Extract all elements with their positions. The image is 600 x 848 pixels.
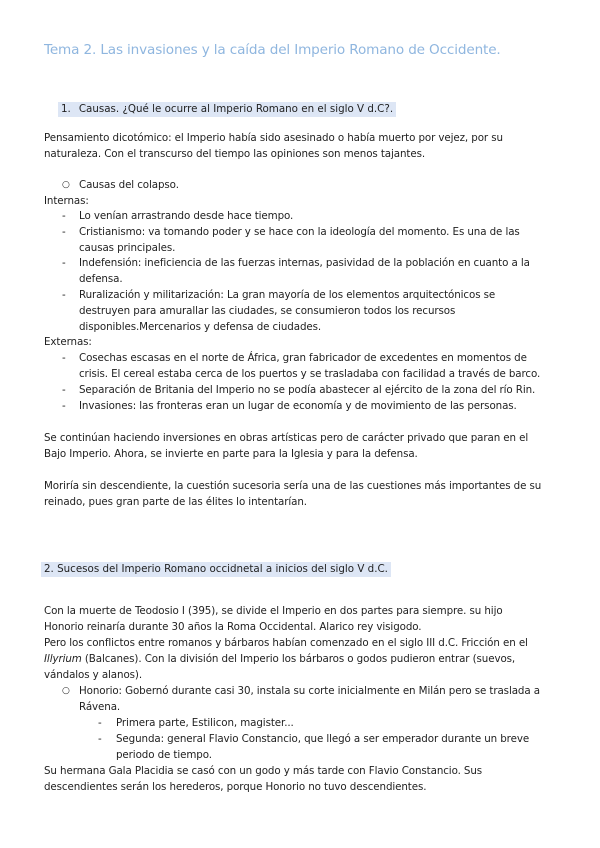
page-title: Tema 2. Las invasiones y la caída del Imperio Romano de Occidente. (44, 42, 501, 58)
paragraph-line: Pero los conflictos entre romanos y bárbaros habían comenzado en el siglo III d.C. Fricción en el (44, 637, 528, 649)
section-1-number: 1. (61, 103, 71, 115)
list-item: Invasiones: las fronteras eran un lugar de economía y de movimiento de las personas. (79, 400, 517, 412)
paragraph-line: Illyrium (Balcanes). Con la división del Imperio los bárbaros o godos pudieron entrar (suevos, (44, 653, 516, 665)
intro-line: Pensamiento dicotómico: el Imperio había sido asesinado o había muerto por vejez, por su (44, 132, 503, 144)
circle-bullet-icon: ○ (62, 180, 70, 190)
list-item-cont: periodo de tiempo. (116, 749, 212, 761)
list-item: Lo venían arrastrando desde hace tiempo. (79, 210, 294, 222)
list-item: Primera parte, Estilicon, magister... (116, 717, 294, 729)
list-item: Separación de Britania del Imperio no se podía abastecer al ejército de la zona del río Rin. (79, 384, 536, 396)
paragraph-line: reinado, pues gran parte de las élites lo intentarían. (44, 496, 307, 508)
list-item: Indefensión: ineficiencia de las fuerzas internas, pasividad de la población en cuanto a la (79, 257, 530, 269)
dash-bullet-icon: - (62, 400, 66, 412)
dash-bullet-icon: - (98, 717, 102, 729)
list-item-cont: crisis. El cereal estaba cerca de los puertos y se trasladaba con facilidad a través de barco. (79, 368, 541, 380)
list-item: Cosechas escasas en el norte de África, gran fabricador de excedentes en momentos de (79, 352, 527, 364)
intro-line: naturaleza. Con el transcurso del tiempo las opiniones son menos tajantes. (44, 148, 426, 160)
list-item-cont: causas principales. (79, 242, 176, 254)
section-1-heading-text: Causas. ¿Qué le ocurre al Imperio Romano en el siglo V d.C?. (78, 103, 394, 115)
section-1-heading (58, 97, 396, 117)
list-item: Segunda: general Flavio Constancio, que llegó a ser emperador durante un breve (116, 733, 530, 745)
section-2-heading: 2. Sucesos del Imperio Romano occidnetal a inicios del siglo V d.C. (41, 557, 391, 577)
circle-bullet-icon: ○ (62, 686, 70, 696)
collapse-label: Causas del colapso. (79, 179, 179, 191)
externas-label: Externas: (44, 336, 92, 348)
paragraph-line: Honorio reinaría durante 30 años la Roma Occidental. Alarico rey visigodo. (44, 621, 422, 633)
dash-bullet-icon: - (62, 210, 66, 222)
paragraph-line: Bajo Imperio. Ahora, se invierte en parte para la Iglesia y para la defensa. (44, 448, 418, 460)
dash-bullet-icon: - (62, 352, 66, 364)
paragraph-line: vándalos y alanos). (44, 669, 143, 681)
list-item: Ruralización y militarización: La gran mayoría de los elementos arquitectónicos se (79, 289, 496, 301)
internas-label: Internas: (44, 195, 89, 207)
dash-bullet-icon: - (62, 384, 66, 396)
list-item-cont: destruyen para amurallar las ciudades, se consumieron todos los recursos (79, 305, 456, 317)
list-item-cont: defensa. (79, 273, 123, 285)
illyrium-italic: Illyrium (44, 653, 82, 665)
dash-bullet-icon: - (62, 226, 66, 238)
paragraph-line: Se continúan haciendo inversiones en obras artísticas pero de carácter privado que paran en el (44, 432, 529, 444)
list-item: Cristianismo: va tomando poder y se hace con la ideología del momento. Es una de las (79, 226, 520, 238)
dash-bullet-icon: - (62, 257, 66, 269)
list-item: Honorio: Gobernó durante casi 30, instala su corte inicialmente en Milán pero se traslada a (79, 685, 540, 697)
list-item-cont: Rávena. (79, 701, 121, 713)
paragraph-line: Moriría sin descendiente, la cuestión sucesoria sería una de las cuestiones más importantes de su (44, 480, 542, 492)
dash-bullet-icon: - (62, 289, 66, 301)
dash-bullet-icon: - (98, 733, 102, 745)
list-item-cont: disponibles.Mercenarios y defensa de ciudades. (79, 321, 322, 333)
paragraph-line: Su hermana Gala Placidia se casó con un godo y más tarde con Flavio Constancio. Sus (44, 765, 483, 777)
paragraph-line: descendientes serán los herederos, porque Honorio no tuvo descendientes. (44, 781, 427, 793)
paragraph-line: Con la muerte de Teodosio I (395), se divide el Imperio en dos partes para siempre. su hijo (44, 605, 503, 617)
